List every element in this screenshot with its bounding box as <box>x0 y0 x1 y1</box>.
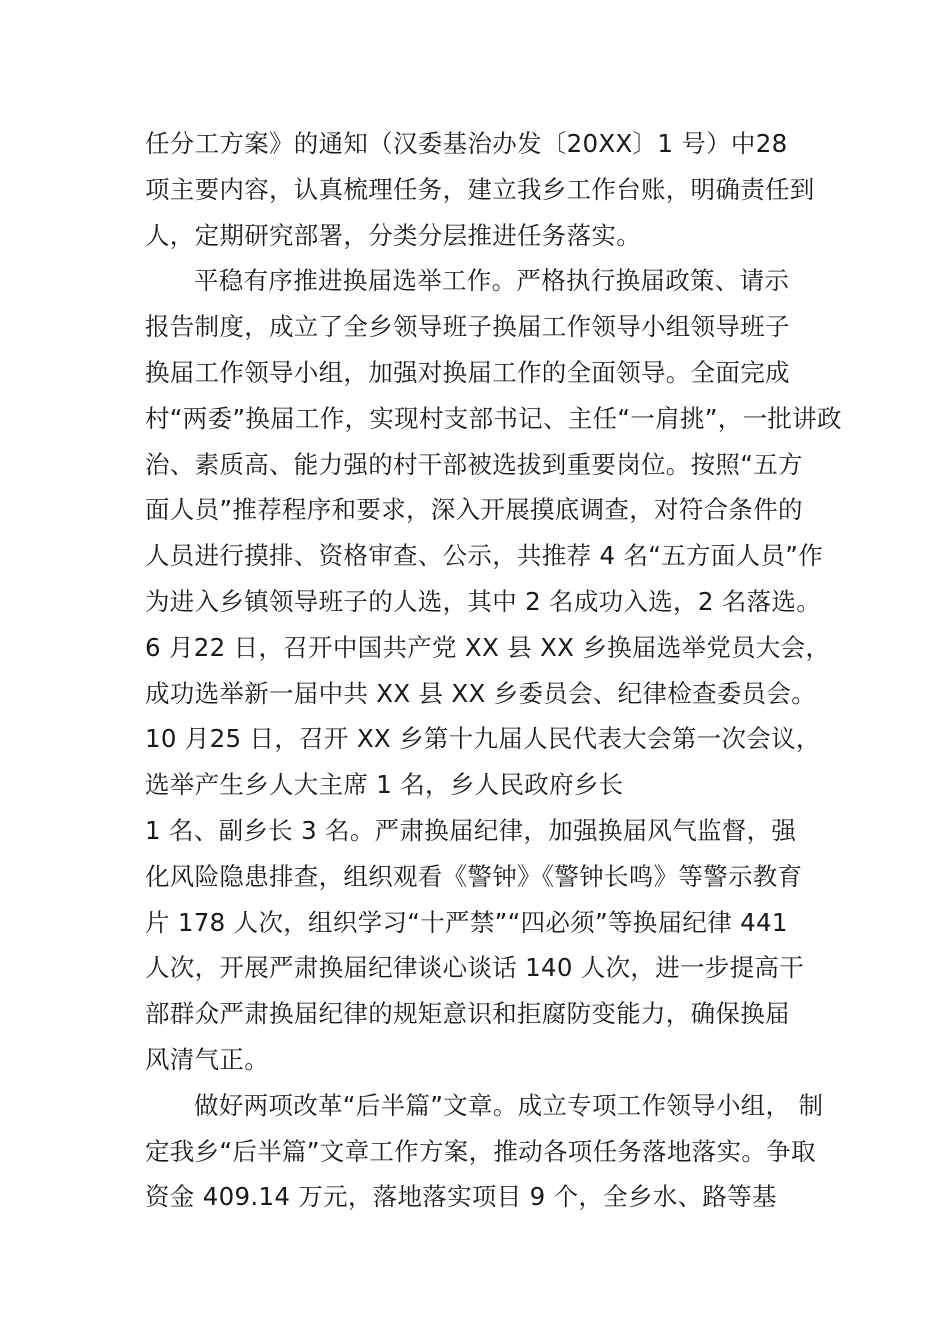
text-line: 风清气正。 <box>145 1044 269 1074</box>
text-line: 定我乡“后半篇”文章工作方案，推动各项任务落地落实。争取 <box>145 1136 816 1166</box>
text-line: 资金 409.14 万元，落地落实项目 9 个，全乡水、路等基 <box>145 1182 777 1212</box>
text-line: 面人员”推荐程序和要求，深入开展摸底调查，对符合条件的 <box>145 495 803 525</box>
text-line: 人次，开展严肃换届纪律谈心谈话 140 人次，进一步提高干 <box>145 953 805 983</box>
document-body <box>145 121 845 1220</box>
text-line: 任分工方案》的通知（汉委基治办发〔20XX〕1 号）中28 <box>145 129 788 158</box>
text-line: 村“两委”换届工作，实现村支部书记、主任“一肩挑”，一批讲政 <box>145 403 842 433</box>
text-line: 报告制度，成立了全乡领导班子换届工作领导小组领导班子 <box>145 312 790 342</box>
text-line: 人，定期研究部署，分类分层推进任务落实。 <box>145 220 641 250</box>
text-line: 1 名、副乡长 3 名。严肃换届纪律，加强换届风气监督，强 <box>145 815 797 845</box>
text-line: 片 178 人次，组织学习“十严禁”“四必须”等换届纪律 441 <box>145 907 788 937</box>
text-line: 治、素质高、能力强的村干部被选拔到重要岗位。按照“五方 <box>145 449 803 479</box>
text-line: 选举产生乡人大主席 1 名，乡人民政府乡长 <box>145 770 624 800</box>
text-line: 成功选举新一届中共 XX 县 XX 乡委员会、纪律检查委员会。 <box>145 678 817 708</box>
text-line: 项主要内容，认真梳理任务，建立我乡工作台账，明确责任到 <box>145 174 815 204</box>
text-line: 换届工作领导小组，加强对换届工作的全面领导。全面完成 <box>145 357 790 387</box>
text-line: 人员进行摸排、资格审查、公示，共推荐 4 名“五方面人员”作 <box>145 541 824 571</box>
text-line: 10 月25 日，召开 XX 乡第十九届人民代表大会第一次会议， <box>145 724 821 754</box>
text-line: 部群众严肃换届纪律的规矩意识和拒腐防变能力，确保换届 <box>145 999 790 1029</box>
text-line: 平稳有序推进换届选举工作。严格执行换届政策、请示 <box>194 266 790 296</box>
text-line: 6 月22 日，召开中国共产党 XX 县 XX 乡换届选举党员大会， <box>145 632 831 662</box>
text-line: 化风险隐患排查，组织观看《警钟》《警钟长鸣》等警示教育 <box>145 861 803 891</box>
text-line: 为进入乡镇领导班子的人选，其中 2 名成功入选，2 名落选。 <box>145 586 822 616</box>
text-line: 做好两项改革“后半篇”文章。成立专项工作领导小组， 制 <box>194 1090 824 1120</box>
